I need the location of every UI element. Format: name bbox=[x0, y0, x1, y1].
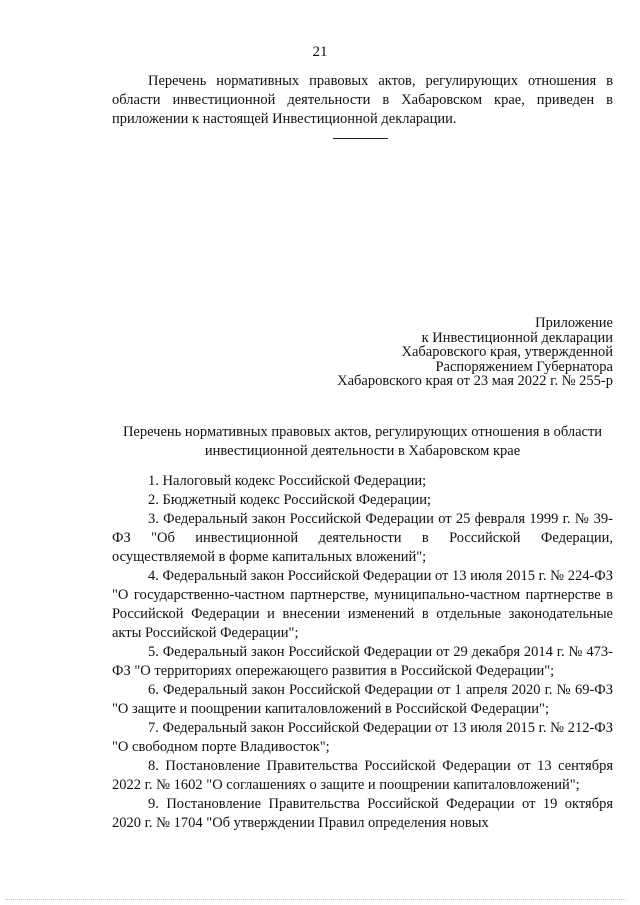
appendix-line: к Инвестиционной декларации bbox=[421, 329, 613, 346]
appendix-header bbox=[337, 316, 613, 389]
appendix-line: Хабаровского края от 23 мая 2022 г. № 255-р bbox=[337, 373, 613, 389]
list-item: 8. Постановление Правительства Российской Федерации от 13 сентября 2022 г. № 1602 "О соглашениях о защите и поощрении капиталовложений"; bbox=[112, 758, 613, 793]
list-item: 6. Федеральный закон Российской Федерации от 1 апреля 2020 г. № 69-ФЗ "О защите и поощрении капиталовложений в Российской Федерации"; bbox=[112, 682, 613, 717]
scan-edge-line bbox=[6, 899, 626, 900]
section-divider bbox=[333, 138, 388, 139]
list-item: 1. Налоговый кодекс Российской Федерации; bbox=[148, 473, 427, 489]
list-item: 9. Постановление Правительства Российской Федерации от 19 октября 2020 г. № 1704 "Об утверждении Правил определения новых bbox=[112, 796, 613, 831]
list-item: 2. Бюджетный кодекс Российской Федерации; bbox=[148, 492, 432, 508]
appendix-line: Распоряжением Губернатора bbox=[435, 358, 613, 375]
legal-acts-list bbox=[112, 472, 613, 833]
list-item: 7. Федеральный закон Российской Федерации от 13 июля 2015 г. № 212-ФЗ "О свободном порте Владивосток"; bbox=[112, 720, 613, 755]
intro-paragraph: Перечень нормативных правовых актов, регулирующих отношения в области инвестиционной деятельности в Хабаровском крае, приведен в приложении к настоящей Инвестиционной декларации. bbox=[112, 73, 613, 127]
appendix-line: Хабаровского края, утвержденной bbox=[401, 344, 613, 360]
list-item: 4. Федеральный закон Российской Федерации от 13 июля 2015 г. № 224-ФЗ "О государственно-частном партнерстве, муниципально-частном партнерстве в Российской Федерации и внесении изменений в отдельные законодательные акты Российской Федерации"; bbox=[112, 568, 613, 641]
list-title: Перечень нормативных правовых актов, регулирующих отношения в области инвестиционной деятельности в Хабаровском крае bbox=[122, 424, 603, 459]
list-item: 5. Федеральный закон Российской Федерации от 29 декабря 2014 г. № 473-ФЗ "О территориях опережающего развития в Российской Федерации"; bbox=[112, 644, 613, 679]
intro-section bbox=[112, 72, 613, 129]
page-number: 21 bbox=[312, 44, 328, 60]
appendix-line: Приложение bbox=[535, 315, 613, 331]
list-item: 3. Федеральный закон Российской Федерации от 25 февраля 1999 г. № 39-ФЗ "Об инвестиционной деятельности в Российской Федерации, осуществляемой в форме капитальных вложений"; bbox=[112, 511, 613, 565]
